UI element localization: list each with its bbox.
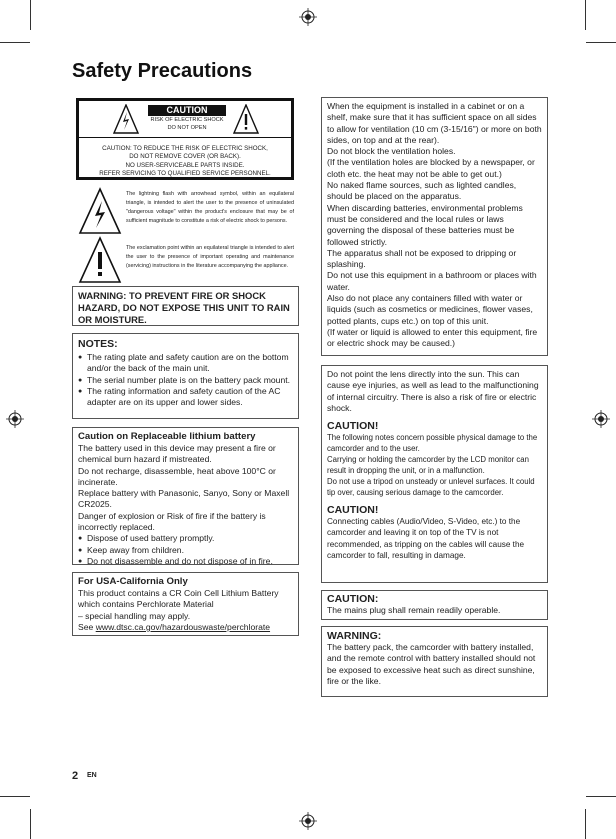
usa-california-box [72,572,299,636]
ventilation-para: When the equipment is installed in a cabinet or on a shelf, make sure that it has sufficient space on all sides to allow for ventilation (10 cm (3-15/16") or more on both sides, on top and at the rear). [327,101,542,145]
crop-mark [0,42,30,43]
crop-mark [30,809,31,839]
warning-fire-box [72,286,299,326]
lithium-para: Danger of explosion or Risk of fire if the battery is incorrectly replaced. [78,510,266,533]
liquid-para: (If water or liquid is allowed to enter this equipment, fire or electric shock may be caused.) [327,326,538,349]
page-number: 2 [72,770,79,782]
flame-para: No naked flame sources, such as lighted candles, should be placed on the apparatus. [327,180,517,202]
crop-mark [30,0,31,30]
lithium-para: Do not recharge, disassemble, heat above 100°C or incinerate. [78,465,276,487]
usa-see-label: See [78,621,96,632]
registration-mark-icon [299,8,317,26]
exclamation-triangle-icon [78,236,122,284]
warning-fire-text: WARNING: TO PREVENT FIRE OR SHOCK HAZARD, DO NOT EXPOSE THIS UNIT TO RAIN OR MOISTURE. [78,290,290,325]
battery-warning-heading: WARNING: [327,630,382,642]
caution-label-text [83,145,287,179]
caution-heading: CAUTION [148,105,226,116]
note-item: ● The rating plate and safety caution are on the bottom and/or the back of the main unit. [78,352,293,375]
caution-line: Carrying or holding the camcorder by the LCD monitor can result in dropping the unit, or in a malfunction. [327,455,529,476]
lithium-item: ● Keep away from children. [78,545,293,556]
lithium-item: ● Dispose of used battery promptly. [78,533,293,544]
usa-text: This product contains a CR Coin Cell Lithium Battery which contains Perchlorate Material [78,588,279,610]
language-code: EN [87,772,97,779]
note-item: ● The rating information and safety caution of the AC adapter are on its upper and lower sides. [78,386,293,409]
caution-heading-block [148,105,226,131]
cables-para: Connecting cables (Audio/Video, S-Video, etc.) to the camcorder and leaving it on top of the TV is not recommended, as tripping on the cables will cause the camcorder to fall, resulting in damage. [327,517,525,560]
lens-para: Do not point the lens directly into the sun. This can cause eye injuries, as well as lead to the malfunctioning of internal circuitry. There is also a risk of fire or electric shock. [327,369,539,413]
caution-label-header [79,101,291,138]
mains-text: The mains plug shall remain readily operable. [327,605,501,615]
usa-text: – special handling may apply. [78,610,191,621]
caution-heading: CAUTION! [327,420,379,433]
lithium-para: The battery used in this device may present a fire or chemical burn hazard if mistreated. [78,443,276,465]
bathroom-para: Do not use this equipment in a bathroom or places with water. [327,270,537,292]
battery-warning-box [321,626,548,697]
exclamation-triangle-icon [233,104,259,134]
lithium-battery-box [72,427,299,565]
page-title: Safety Precautions [72,60,253,82]
disposal-para: When discarding batteries, environmental problems must be considered and the local rules or laws governing the disposal of these batteries must be followed strictly. [327,202,523,247]
registration-mark-icon [592,410,610,428]
mains-caution-box [321,590,548,620]
caution-line: NO USER-SERVICEABLE PARTS INSIDE. [125,161,245,169]
lithium-item: ● Do not disassemble and do not dispose of in fire. [78,556,293,567]
crop-mark [585,809,586,839]
battery-warning-text: The battery pack, the camcorder with battery installed, and the remote control with battery installed should not be exposed to excessive heat such as direct sunshine, fire or the like. [327,642,536,686]
caution-sub-1: RISK OF ELECTRIC SHOCK [150,117,224,123]
crop-mark [586,796,616,797]
notes-heading: NOTES: [78,338,118,350]
containers-para: Also do not place any containers filled with water or liquids (such as cosmetics or medicines, flower vases, potted plants, cups etc.) on top of this unit. [327,293,533,326]
lightning-triangle-icon [113,104,139,134]
registration-mark-icon [6,410,24,428]
caution-label [76,98,294,180]
notes-box [72,333,299,419]
caution-line: DO NOT REMOVE COVER (OR BACK). [129,153,241,161]
lightning-triangle-icon [78,187,122,235]
lithium-para: Replace battery with Panasonic, Sanyo, Sony or Maxell CR2025. [78,488,290,510]
usa-link[interactable]: www.dtsc.ca.gov/hazardouswaste/perchlorate [95,621,271,632]
crop-mark [585,0,586,30]
lens-caution-box [321,365,548,583]
lightning-symbol-text: The lightning flash with arrowhead symbol, within an equilateral triangle, is intended to alert the user to the presence of uninsulated "dangerous voltage" within the product's enclosure that may be of sufficient magnitude to constitute a risk of electric shock to persons. [126,191,294,224]
caution-line: REFER SERVICING TO QUALIFIED SERVICE PERSONNEL. [99,170,271,178]
ventilation-para: Do not block the ventilation holes. [327,146,456,157]
mains-heading: CAUTION: [327,593,379,605]
caution-line: Do not use a tripod on unsteady or unlevel surfaces. It could tip over, causing serious damage to the camcorder. [327,477,535,498]
caution-sub-2: DO NOT OPEN [167,124,207,131]
crop-mark [0,796,30,797]
registration-mark-icon [299,812,317,830]
ventilation-para: (If the ventilation holes are blocked by a newspaper, or cloth etc. the heat may not be able to get out.) [327,157,535,179]
usa-heading: For USA-California Only [78,576,188,587]
note-item: ● The serial number plate is on the battery pack mount. [78,375,293,386]
ventilation-box [321,97,548,356]
caution-line: The following notes concern possible physical damage to the camcorder and to the user. [327,433,538,454]
usa-see-line [78,622,293,633]
crop-mark [586,42,616,43]
splashing-para: The apparatus shall not be exposed to dripping or splashing. [327,247,517,270]
exclamation-symbol-text: The exclamation point within an equilateral triangle is intended to alert the user to the presence of important operating and maintenance (servicing) instructions in the literature accompanying the appliance. [126,245,294,269]
caution-heading: CAUTION! [327,504,379,517]
lithium-heading: Caution on Replaceable lithium battery [78,431,256,442]
caution-line: CAUTION: TO REDUCE THE RISK OF ELECTRIC SHOCK, [102,145,268,152]
